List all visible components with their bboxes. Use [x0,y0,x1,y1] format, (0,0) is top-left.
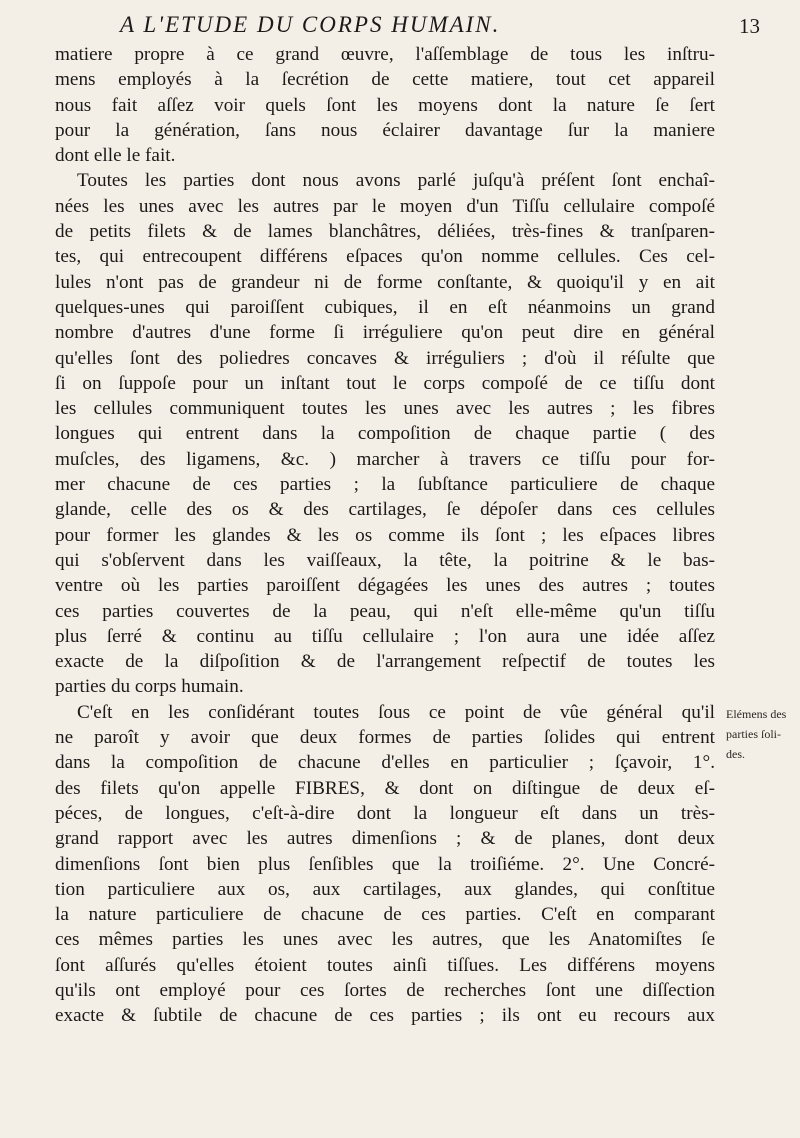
text-line: ces parties couvertes de la peau, qui n'eſt elle-même qu'un tiſſu [55,600,715,622]
text-line: ces mêmes parties les unes avec les autres, que les Anatomiſtes ſe [55,929,715,951]
text-line: ventre où les parties paroiſſent dégagées les unes des autres ; toutes [55,575,715,597]
text-line: la nature particuliere de chacune de ces parties. C'eſt en comparant [55,904,715,926]
text-line: dimenſions ſont bien plus ſenſibles que la troiſiéme. 2°. Une Concré- [55,853,715,875]
text-line: ſi on ſuppoſe pour un inſtant tout le corps compoſé de ce tiſſu dont [55,372,715,394]
text-line: ne paroît y avoir que deux formes de parties ſolides qui entrent [55,727,715,749]
text-line: glande, celle des os & des cartilages, ſe dépoſer dans ces cellules [55,499,715,521]
text-line: pour la génération, ſans nous éclairer davantage ſur la maniere [55,119,715,141]
running-title: A L'ETUDE DU CORPS HUMAIN. [120,12,501,37]
text-line: péces, de longues, c'eſt-à-dire dont la longueur eſt dans un très- [55,802,715,824]
text-line: mer chacune de ces parties ; la ſubſtance particuliere de chaque [55,474,715,496]
text-line: nombre d'autres d'une forme ſi irréguliere qu'on peut dire en général [55,322,715,344]
text-line: nées les unes avec les autres par le moyen d'un Tiſſu cellulaire compoſé [55,195,715,217]
text-line: matiere propre à ce grand œuvre, l'aſſemblage de tous les inſtru- [55,44,715,65]
text-line: ſont aſſurés qu'elles étoient toutes ainſi tiſſues. Les différens moyens [55,954,715,976]
text-line: quelques-unes qui paroiſſent cubiques, il en eſt néanmoins un grand [55,296,715,318]
text-line: exacte de la diſpoſition & de l'arrangement reſpectif de toutes les [55,651,715,673]
text-line: C'eſt en les conſidérant toutes ſous ce point de vûe général qu'il [77,701,715,723]
body-text [55,42,715,1029]
text-line: plus ſerré & continu au tiſſu cellulaire ; l'on aura une idée aſſez [55,625,715,647]
page-header [120,10,760,40]
text-line: exacte & ſubtile de chacune de ces parties ; ils ont eu recours aux [55,1005,715,1027]
text-line: qui s'obſervent dans les vaiſſeaux, la tête, la poitrine & le bas- [55,549,715,571]
text-line: pour former les glandes & les os comme ils ſont ; les eſpaces libres [55,524,715,546]
text-line: de petits filets & de lames blanchâtres, déliées, très-fines & tranſparen- [55,221,715,243]
margin-note-line: parties ſoli- [726,727,781,741]
margin-note-line: Elémens des [726,707,787,721]
page-number: 13 [739,14,760,38]
text-line: muſcles, des ligamens, &c. ) marcher à travers ce tiſſu pour for- [55,448,715,470]
text-line: des filets qu'on appelle FIBRES, & dont on diſtingue de deux eſ- [55,777,715,799]
text-line: parties du corps humain. [55,676,244,698]
text-line: lules n'ont pas de grandeur ni de forme conſtante, & quoiqu'il y en ait [55,271,715,293]
text-line: les cellules communiquent toutes les unes avec les autres ; les fibres [55,398,715,420]
text-line: qu'ils ont employé pour ces ſortes de recherches ſont une diſſection [55,979,715,1001]
text-line: mens employés à la ſecrétion de cette matiere, tout cet appareil [55,69,715,91]
text-line: dont elle le fait. [55,145,176,167]
text-line: dans la compoſition de chacune d'elles en particulier ; ſçavoir, 1°. [55,752,715,774]
text-line: longues qui entrent dans la compoſition de chaque partie ( des [55,423,715,445]
margin-note [726,704,796,764]
text-line: tion particuliere aux os, aux cartilages, aux glandes, qui conſtitue [55,878,715,900]
text-line: qu'elles ſont des poliedres concaves & irréguliers ; d'où il réſulte que [55,347,715,369]
text-line: Toutes les parties dont nous avons parlé juſqu'à préſent ſont enchaî- [77,170,715,192]
text-line: nous fait aſſez voir quels ſont les moyens dont la nature ſe ſert [55,94,715,116]
text-line: grand rapport avec les autres dimenſions ; & de planes, dont deux [55,828,715,850]
margin-note-line: des. [726,747,745,761]
text-line: tes, qui entrecoupent différens eſpaces qu'on nomme cellules. Ces cel- [55,246,715,268]
